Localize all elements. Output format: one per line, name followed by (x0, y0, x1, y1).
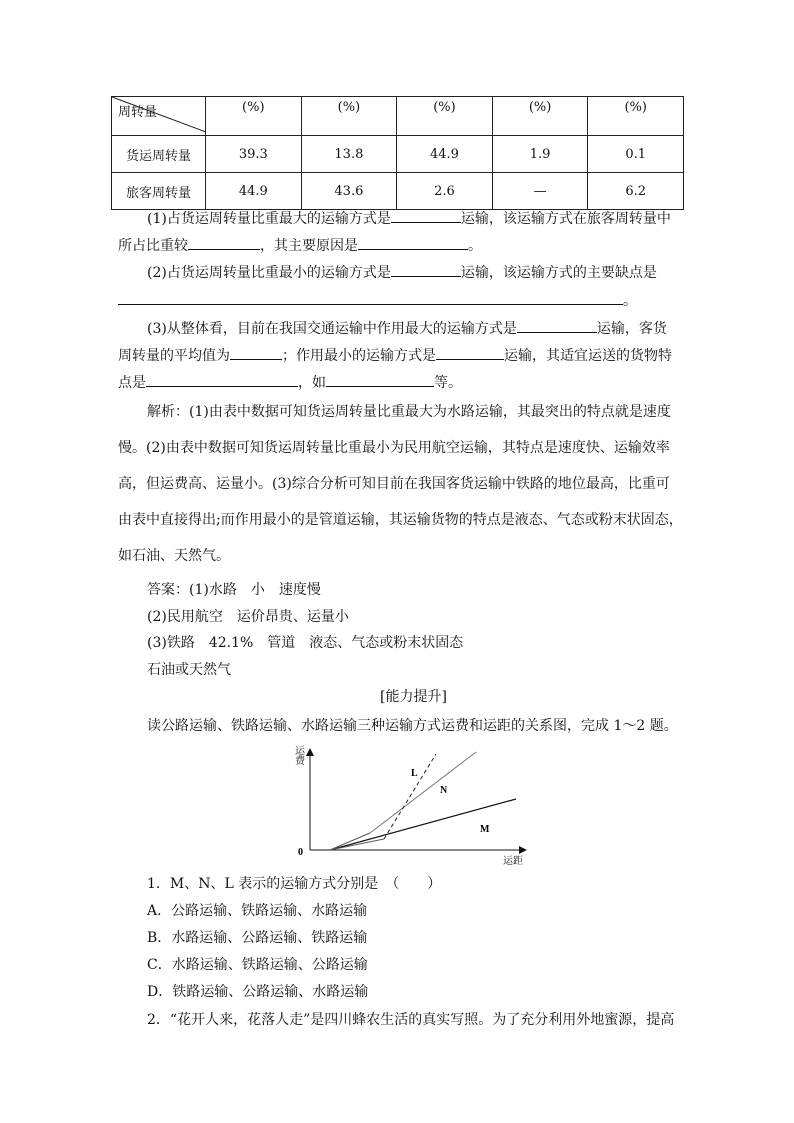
question-3-line-2 (118, 345, 672, 365)
question-2-line-1 (147, 262, 657, 282)
question-1-line-1 (147, 208, 671, 228)
table-cell: — (492, 173, 588, 210)
question-3-line-3 (118, 372, 462, 392)
table-cell: 2.6 (397, 173, 493, 210)
table-cell: 6.2 (588, 173, 684, 210)
answer-blank[interactable] (436, 345, 504, 360)
q1-text-c: 所占比重较 (118, 238, 188, 254)
q2-text-a: (2)占货运周转量比重最小的运输方式是 (147, 265, 391, 281)
label-l: L (411, 768, 418, 779)
mc-option-d[interactable]: D．铁路运输、公路运输、水路运输 (147, 984, 369, 1000)
y-axis-label: 运费 (295, 746, 305, 767)
table-cell: 39.3 (206, 136, 302, 173)
x-axis-label: 运距 (503, 856, 523, 867)
line-l-lower (330, 839, 384, 850)
answer-blank[interactable] (230, 345, 282, 360)
table-row (112, 173, 684, 210)
table-row (112, 136, 684, 173)
mc-option-a[interactable]: A．公路运输、铁路运输、水路运输 (147, 903, 368, 919)
row-label: 旅客周转量 (112, 173, 206, 210)
table-header-row (112, 97, 684, 136)
table-cell: 44.9 (397, 136, 493, 173)
line-n (370, 752, 476, 833)
q1-text-a: (1)占货运周转量比重最大的运输方式是 (147, 211, 391, 227)
label-m: M (480, 824, 490, 835)
analysis-line: 解析：(1)由表中数据可知货运周转量比重最大为水路运输，其最突出的特点就是速度 (147, 404, 671, 420)
mc-option-b[interactable]: B．水路运输、公路运输、铁路运输 (147, 930, 368, 946)
q3-text-h: 等。 (434, 375, 462, 391)
mc-question-2: 2．“花开人来，花落人走”是四川蜂农生活的真实写照。为了充分利用外地蜜源，提高 (147, 1012, 675, 1028)
answer-blank[interactable] (391, 262, 461, 277)
data-table (111, 96, 684, 210)
answer-blank[interactable] (391, 208, 461, 223)
q3-text-f: 点是 (118, 375, 146, 391)
table-cell: 44.9 (206, 173, 302, 210)
q1-text-d: ，其主要原因是 (260, 238, 358, 254)
header-unit: (%) (301, 97, 397, 136)
table-cell: 0.1 (588, 136, 684, 173)
line-n-lower (330, 833, 370, 850)
q3-text-b: 运输，客货 (596, 321, 667, 337)
q3-text-a: (3)从整体看，目前在我国交通运输中作用最大的运输方式是 (147, 321, 517, 337)
answer-line: (2)民用航空 运价昂贵、运量小 (147, 609, 349, 625)
intro-text: 读公路运输、铁路运输、水路运输三种运输方式运费和运距的关系图，完成 1～2 题。 (147, 718, 678, 734)
answer-line: 石油或天然气 (147, 662, 231, 678)
table-cell: 43.6 (301, 173, 397, 210)
analysis-line: 高，但运费高、运量小。(3)综合分析可知目前在我国客货运输中铁路的地位最高，比重可 (118, 476, 670, 492)
question-2-line-2 (118, 290, 637, 310)
answer-blank[interactable] (517, 318, 597, 333)
origin-label: 0 (298, 847, 303, 858)
q3-text-c: 周转量的平均值为 (118, 348, 230, 364)
answer-blank[interactable] (118, 290, 623, 305)
row-label: 货运周转量 (112, 136, 206, 173)
answer-blank[interactable] (358, 235, 468, 250)
analysis-line: 由表中直接得出;而作用最小的是管道运输，其运输货物的特点是液态、气态或粉末状固态， (118, 512, 683, 528)
header-unit: (%) (588, 97, 684, 136)
q3-text-g: ，如 (298, 375, 326, 391)
analysis-line: 慢。(2)由表中数据可知货运周转量比重最小为民用航空运输，其特点是速度快、运输效率 (118, 440, 670, 456)
cost-distance-graph (290, 742, 540, 867)
q1-text-b: 运输，该运输方式在旅客周转量中 (460, 211, 671, 227)
q1-text-e: 。 (468, 238, 482, 254)
q3-text-d: ；作用最小的运输方式是 (282, 348, 436, 364)
answer-blank[interactable] (326, 372, 434, 387)
analysis-line: 如石油、天然气。 (118, 548, 230, 564)
section-title: [能力提升] (380, 689, 447, 705)
mc-option-c[interactable]: C．水路运输、铁路运输、公路运输 (147, 957, 368, 973)
label-n: N (440, 785, 448, 796)
table-cell: 1.9 (492, 136, 588, 173)
header-unit: (%) (206, 97, 302, 136)
q3-text-e: 运输，其适宜运送的货物特 (504, 348, 672, 364)
header-unit: (%) (397, 97, 493, 136)
answer-blank[interactable] (146, 372, 298, 387)
question-3-line-1 (147, 318, 667, 338)
corner-label: 周转量 (118, 105, 158, 120)
mc-question-1: 1．M、N、L 表示的运输方式分别是 （ ） (147, 876, 442, 892)
q2-text-b: 运输，该运输方式的主要缺点是 (460, 265, 657, 281)
answer-line: 答案：(1)水路 小 速度慢 (147, 582, 321, 598)
table-cell: 13.8 (301, 136, 397, 173)
table-corner-cell (112, 97, 206, 136)
line-l (384, 754, 436, 839)
answer-line: (3)铁路 42.1% 管道 液态、气态或粉末状固态 (147, 635, 464, 651)
header-unit: (%) (492, 97, 588, 136)
answer-blank[interactable] (188, 235, 260, 250)
question-1-line-2 (118, 235, 482, 255)
q2-text-c: 。 (623, 293, 637, 309)
